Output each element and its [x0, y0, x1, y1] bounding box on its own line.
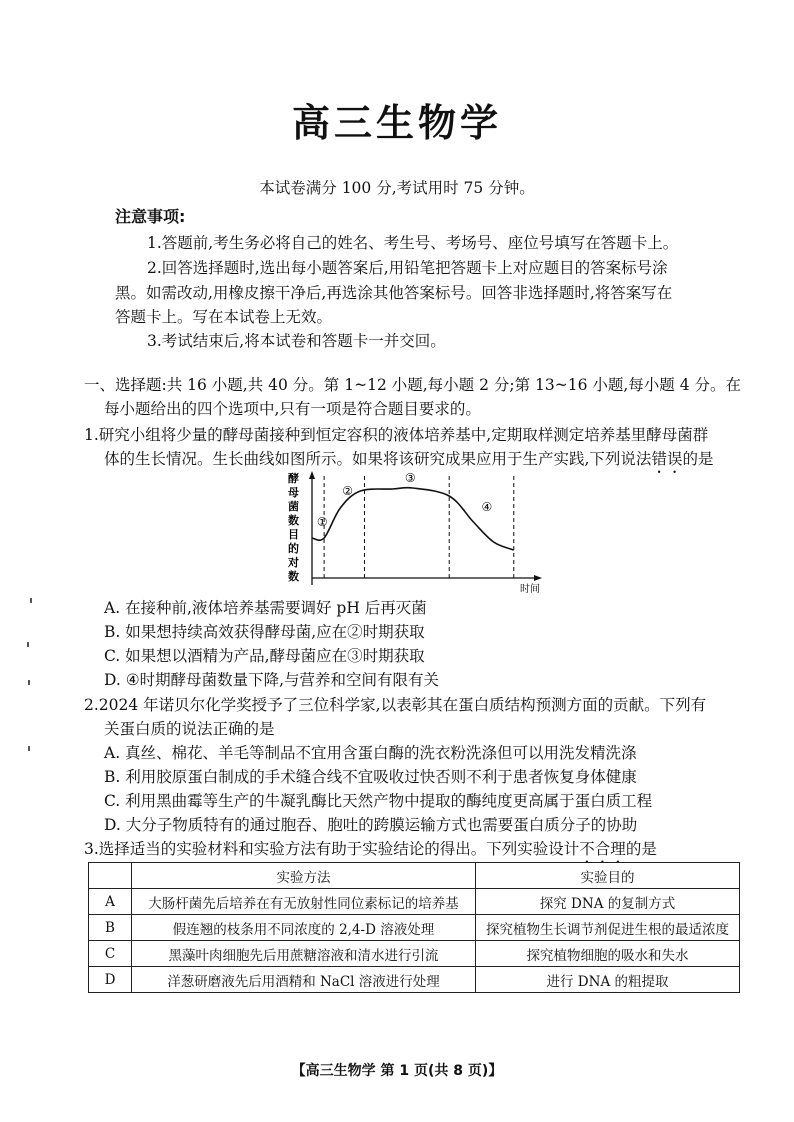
- binding-mark: [28, 680, 30, 685]
- stem-text: 的是: [625, 840, 657, 858]
- notice-line: 2.回答选择题时,选出每小题答案后,用铅笔把答题卡上对应题目的答案标号涂: [147, 259, 668, 277]
- y-axis-label-char: 的: [288, 542, 299, 555]
- table-header-row: [89, 863, 740, 889]
- emphasis-text: 不合理: [579, 840, 626, 858]
- option-1c: C. 如果想以酒精为产品,酵母菌应在③时期获取: [104, 647, 425, 665]
- page-footer: 【高三生物学 第 1 页(共 8 页)】: [291, 1063, 503, 1079]
- table-cell: D: [89, 967, 132, 993]
- table-row: [89, 941, 740, 967]
- table-cell: 探究 DNA 的复制方式: [476, 889, 740, 915]
- exam-info: 本试卷满分 100 分,考试用时 75 分钟。: [259, 179, 535, 197]
- emphasis-text: 错误: [651, 450, 683, 468]
- x-axis-label: 时间: [520, 584, 540, 595]
- table-header: [89, 863, 132, 889]
- binding-mark: [27, 642, 29, 647]
- stem-text: 体的生长情况。生长曲线如图所示。如果将该研究成果应用于生产实践,下列说法: [104, 450, 652, 468]
- table-cell: A: [89, 889, 132, 915]
- y-axis-label-char: 数: [288, 570, 299, 583]
- y-axis-label-char: 菌: [288, 500, 299, 513]
- table-cell: 进行 DNA 的粗提取: [476, 967, 740, 993]
- table-header: 实验方法: [132, 863, 476, 889]
- phase-label: ①: [316, 515, 328, 529]
- phase-label: ③: [404, 471, 416, 485]
- binding-mark: [28, 746, 30, 751]
- stem-text: 3.选择适当的实验材料和实验方法有助于实验结论的得出。下列实验设计: [84, 840, 580, 858]
- binding-mark: [30, 598, 32, 603]
- question-1-stem: 1.研究小组将少量的酵母菌接种到恒定容积的液体培养基中,定期取样测定培养基里酵母菌群: [84, 426, 709, 444]
- y-axis-arrow: [309, 471, 315, 479]
- question-2-stem-cont: 关蛋白质的说法正确的是: [104, 720, 275, 738]
- y-axis-label-char: 数: [288, 514, 299, 527]
- notice-line: 1.答题前,考生务必将自己的姓名、考生号、考场号、座位号填写在答题卡上。: [147, 234, 679, 252]
- option-2a: A. 真丝、棉花、羊毛等制品不宜用含蛋白酶的洗衣粉洗涤但可以用洗发精洗涤: [104, 744, 637, 762]
- table-header: 实验目的: [476, 863, 740, 889]
- section-heading: 一、选择题:共 16 小题,共 40 分。第 1~12 小题,每小题 2 分;第 13~16 小题,每小题 4 分。在: [84, 376, 742, 394]
- notice-line: 黑。如需改动,用橡皮擦干净后,再选涂其他答案标号。回答非选择题时,将答案写在: [115, 284, 673, 302]
- table-row: [89, 915, 740, 941]
- phase-label: ④: [481, 500, 493, 514]
- question-2-stem: 2.2024 年诺贝尔化学奖授予了三位科学家,以表彰其在蛋白质结构预测方面的贡献。下列有: [84, 696, 707, 714]
- table-row: [89, 889, 740, 915]
- y-axis-label-char: 母: [288, 486, 299, 499]
- option-1a: A. 在接种前,液体培养基需要调好 pH 后再灭菌: [104, 599, 427, 617]
- table-cell: 黑藻叶肉细胞先后用蔗糖溶液和清水进行引流: [132, 941, 476, 967]
- phase-label: ②: [342, 484, 354, 498]
- table-cell: 探究植物细胞的吸水和失水: [476, 941, 740, 967]
- x-axis-arrow: [534, 575, 542, 581]
- table-cell: C: [89, 941, 132, 967]
- table-row: [89, 967, 740, 993]
- y-axis-label: [287, 471, 299, 583]
- stem-text: 的是: [682, 450, 714, 468]
- notice-line: 3.考试结束后,将本试卷和答题卡一并交回。: [147, 332, 446, 350]
- option-2c: C. 利用黑曲霉等生产的牛凝乳酶比天然产物中提取的酶纯度更高属于蛋白质工程: [104, 792, 653, 810]
- option-2b: B. 利用胶原蛋白制成的手术缝合线不宜吸收过快否则不利于患者恢复身体健康: [104, 768, 637, 786]
- table-cell: 大肠杆菌先后培养在有无放射性同位素标记的培养基: [132, 889, 476, 915]
- table-cell: 洋葱研磨液先后用酒精和 NaCl 溶液进行处理: [132, 967, 476, 993]
- table-cell: B: [89, 915, 132, 941]
- option-1d: D. ④时期酵母菌数量下降,与营养和空间有限有关: [104, 671, 440, 689]
- option-2d: D. 大分子物质特有的通过胞吞、胞吐的跨膜运输方式也需要蛋白质分子的协助: [104, 816, 638, 834]
- table-cell: 假连翘的枝条用不同浓度的 2,4-D 溶液处理: [132, 915, 476, 941]
- section-heading-cont: 每小题给出的四个选项中,只有一项是符合题目要求的。: [104, 400, 481, 418]
- table-cell: 探究植物生长调节剂促进生根的最适浓度: [476, 915, 740, 941]
- experiment-table: [88, 862, 740, 993]
- notice-line: 答题卡上。写在本试卷上无效。: [115, 308, 333, 326]
- y-axis-label-char: 酵: [288, 472, 299, 485]
- notice-heading: 注意事项:: [115, 207, 186, 226]
- y-axis-label-char: 目: [288, 528, 299, 541]
- page-title: 高三生物学: [291, 101, 502, 145]
- option-1b: B. 如果想持续高效获得酵母菌,应在②时期获取: [104, 623, 425, 641]
- y-axis-label-char: 对: [288, 556, 299, 569]
- growth-curve-chart: [280, 470, 550, 595]
